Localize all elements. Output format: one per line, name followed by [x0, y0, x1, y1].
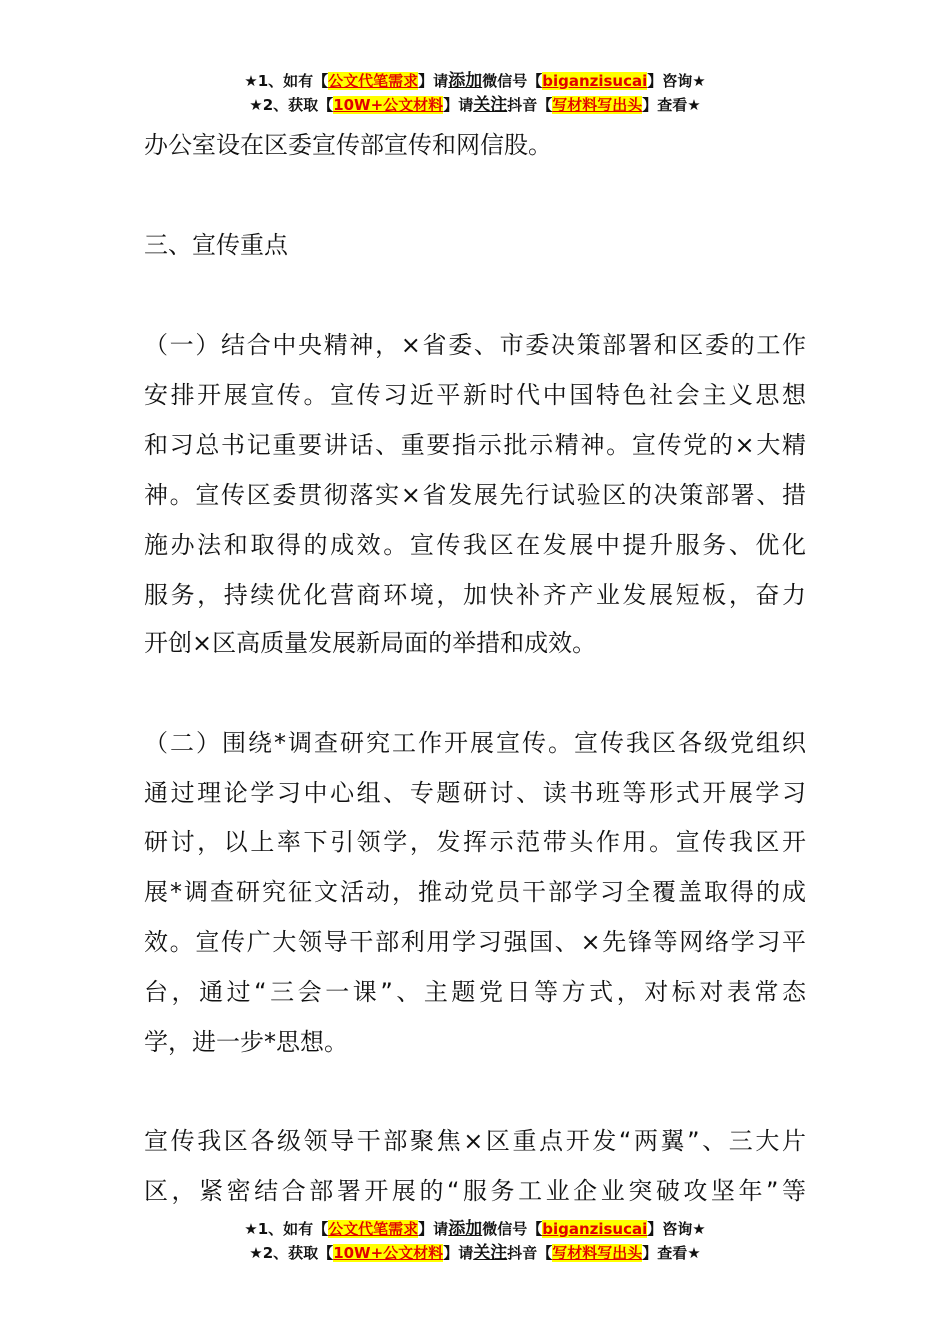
underlined-text: 添加 [448, 1219, 483, 1239]
text-line: 台，通过“三会一课”、主题党日等方式，对标对表常态 [144, 978, 806, 1006]
text-line: 学，进一步*思想。 [144, 1028, 348, 1056]
douyin-account: 写材料写出头 [552, 1244, 643, 1262]
highlight-text: 10W+公文材料 [333, 96, 444, 114]
text-line: 展*调查研究征文活动，推动党员干部学习全覆盖取得的成 [144, 878, 806, 906]
text-line: 开创×区高质量发展新局面的举措和成效。 [144, 629, 597, 657]
section-heading: 三、宣传重点 [144, 231, 288, 259]
text-line: 研讨，以上率下引领学，发挥示范带头作用。宣传我区开 [144, 828, 806, 856]
text-line: 宣传我区各级领导干部聚焦×区重点开发“两翼”、三大片 [144, 1127, 806, 1155]
underlined-text: 关注 [473, 1243, 508, 1263]
underlined-text: 关注 [473, 95, 508, 115]
text-line: 和习总书记重要讲话、重要指示批示精神。宣传党的×大精 [144, 431, 806, 459]
wechat-id: biganzisucai [542, 72, 648, 90]
text-line: 神。宣传区委贯彻落实×省发展先行试验区的决策部署、措 [144, 481, 806, 509]
footer-banner-line-1 [0, 1218, 950, 1240]
banner-text: 微信号【 [482, 1220, 543, 1238]
banner-text: 】请 [443, 96, 474, 114]
banner-text: 】查看★ [642, 1244, 701, 1262]
underlined-text: 添加 [448, 71, 483, 91]
footer-banner-line-2 [0, 1242, 950, 1264]
banner-text: 】咨询★ [647, 1220, 706, 1238]
banner-text: ★1、如有【 [244, 1220, 329, 1238]
banner-text: 】请 [418, 1220, 449, 1238]
banner-text: ★2、获取【 [249, 1244, 334, 1262]
highlight-text: 公文代笔需求 [328, 1220, 419, 1238]
text-line: （一）结合中央精神，×省委、市委决策部署和区委的工作 [144, 331, 806, 359]
text-line: 区，紧密结合部署开展的“服务工业企业突破攻坚年”等 [144, 1177, 806, 1205]
banner-text: 微信号【 [482, 72, 543, 90]
banner-text: 】请 [443, 1244, 474, 1262]
banner-text: 】请 [418, 72, 449, 90]
header-banner-line-2 [0, 94, 950, 116]
wechat-id: biganzisucai [542, 1220, 648, 1238]
text-line: 效。宣传广大领导干部利用学习强国、×先锋等网络学习平 [144, 928, 806, 956]
banner-text: 抖音【 [507, 96, 553, 114]
text-line: （二）围绕*调查研究工作开展宣传。宣传我区各级党组织 [144, 729, 806, 757]
banner-text: 抖音【 [507, 1244, 553, 1262]
text-line: 施办法和取得的成效。宣传我区在发展中提升服务、优化 [144, 531, 806, 559]
text-line: 办公室设在区委宣传部宣传和网信股。 [144, 131, 552, 159]
banner-text: 】查看★ [642, 96, 701, 114]
douyin-account: 写材料写出头 [552, 96, 643, 114]
header-banner-line-1 [0, 70, 950, 92]
text-line: 服务，持续优化营商环境，加快补齐产业发展短板，奋力 [144, 581, 806, 609]
text-line: 安排开展宣传。宣传习近平新时代中国特色社会主义思想 [144, 381, 806, 409]
banner-text: ★1、如有【 [244, 72, 329, 90]
highlight-text: 10W+公文材料 [333, 1244, 444, 1262]
text-line: 通过理论学习中心组、专题研讨、读书班等形式开展学习 [144, 779, 806, 807]
banner-text: 】咨询★ [647, 72, 706, 90]
highlight-text: 公文代笔需求 [328, 72, 419, 90]
banner-text: ★2、获取【 [249, 96, 334, 114]
